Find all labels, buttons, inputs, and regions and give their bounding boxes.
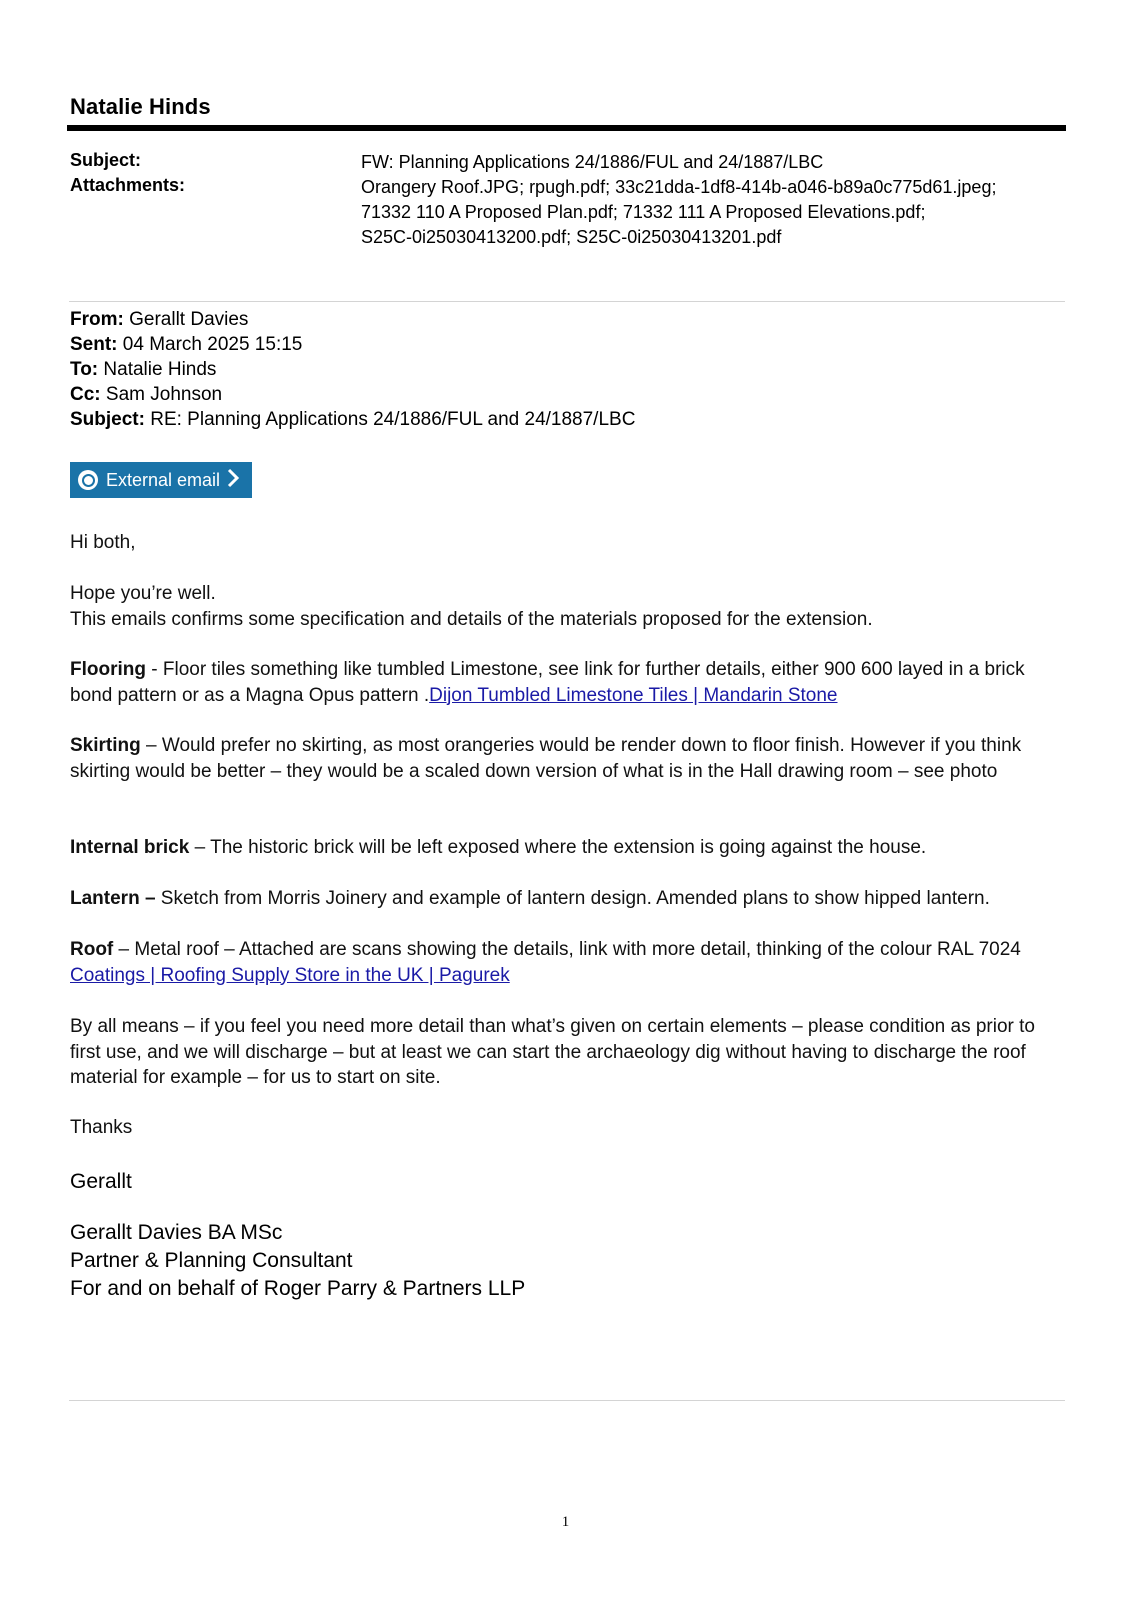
signature-company: For and on behalf of Roger Parry & Partners LLP — [70, 1277, 526, 1300]
attachments-line[interactable]: Orangery Roof.JPG; rpugh.pdf; 33c21dda-1df8-414b-a046-b89a0c775d61.jpeg; — [361, 177, 997, 197]
roof-label: Roof — [70, 939, 114, 960]
from-line — [70, 307, 248, 332]
external-email-label: External email — [106, 469, 221, 490]
header-separator — [69, 301, 1065, 302]
email-subject-label: Subject: — [70, 409, 145, 430]
from-value: Gerallt Davies — [123, 309, 249, 330]
flooring-link[interactable]: Dijon Tumbled Limestone Tiles | Mandarin Stone — [429, 684, 838, 706]
mailbox-owner-name: Natalie Hinds — [70, 94, 211, 119]
to-line — [70, 357, 216, 382]
internal-brick-paragraph — [70, 835, 1060, 861]
attachments-label: Attachments: — [70, 175, 186, 195]
intro-paragraph — [70, 581, 1060, 632]
thanks: Thanks — [70, 1117, 133, 1138]
lantern-paragraph — [70, 886, 1060, 912]
closing-paragraph: By all means – if you feel you need more detail than what’s given on certain elements – please condition as prior to first use, and we will discharge – but at least we can start the archaeology dig without having to discharge the roof material for example – for us to start on site. — [70, 1016, 1035, 1088]
footer-separator — [69, 1400, 1065, 1401]
to-label: To: — [70, 359, 99, 380]
lantern-text: Sketch from Morris Joinery and example of lantern design. Amended plans to show hipped lantern. — [155, 888, 990, 909]
flooring-label: Flooring — [70, 659, 146, 680]
internal-brick-text: – The historic brick will be left exposed where the extension is going against the house. — [189, 837, 927, 858]
sent-value: 04 March 2025 15:15 — [117, 334, 303, 355]
roof-link[interactable]: Coatings | Roofing Supply Store in the UK | Pagurek — [70, 964, 510, 986]
skirting-label: Skirting — [70, 735, 141, 756]
internal-brick-label: Internal brick — [70, 837, 190, 858]
intro-line: This emails confirms some specification and details of the materials proposed for the extension. — [70, 608, 873, 630]
page-number: 1 — [561, 1514, 570, 1530]
shield-icon — [78, 470, 98, 490]
sent-label: Sent: — [70, 334, 118, 355]
signature-block — [70, 1219, 525, 1303]
lantern-label: Lantern – — [70, 888, 156, 909]
skirting-paragraph — [70, 733, 1060, 784]
attachments-list[interactable] — [361, 175, 996, 250]
roof-text: – Metal roof – Attached are scans showing the details, link with more detail, thinking of the colour RAL 7024 — [113, 939, 1021, 960]
sent-line — [70, 332, 302, 357]
attachments-line[interactable]: 71332 110 A Proposed Plan.pdf; 71332 111 A Proposed Elevations.pdf; — [361, 202, 926, 222]
subject-label: Subject: — [70, 150, 142, 170]
signature-first-name: Gerallt — [70, 1170, 132, 1193]
email-subject-line — [70, 407, 635, 432]
cc-label: Cc: — [70, 384, 101, 405]
attachments-line[interactable]: S25C-0i25030413200.pdf; S25C-0i25030413201.pdf — [361, 227, 782, 247]
header-divider — [67, 125, 1066, 131]
flooring-text: - Floor tiles something like tumbled Limestone, see link for further details, either 900 600 layed in a brick bond pattern or as a Magna Opus pattern . — [70, 659, 1025, 706]
signature-full-name: Gerallt Davies BA MSc — [70, 1221, 283, 1244]
roof-paragraph — [70, 937, 1060, 988]
greeting: Hi both, — [70, 532, 136, 553]
email-subject-value: RE: Planning Applications 24/1886/FUL and 24/1887/LBC — [144, 409, 636, 430]
cc-value: Sam Johnson — [100, 384, 223, 405]
chevron-right-icon — [226, 468, 240, 493]
to-value: Natalie Hinds — [98, 359, 217, 380]
external-email-badge[interactable] — [70, 462, 252, 498]
cc-line — [70, 382, 222, 407]
flooring-paragraph — [70, 657, 1060, 708]
signature-role: Partner & Planning Consultant — [70, 1249, 353, 1272]
subject-value: FW: Planning Applications 24/1886/FUL and 24/1887/LBC — [361, 152, 824, 172]
skirting-text: – Would prefer no skirting, as most orangeries would be render down to floor finish. However if you think skirting would be better – they would be a scaled down version of what is in the Hall drawing room – see photo — [70, 735, 1022, 782]
intro-line: Hope you’re well. — [70, 583, 216, 604]
from-label: From: — [70, 309, 124, 330]
